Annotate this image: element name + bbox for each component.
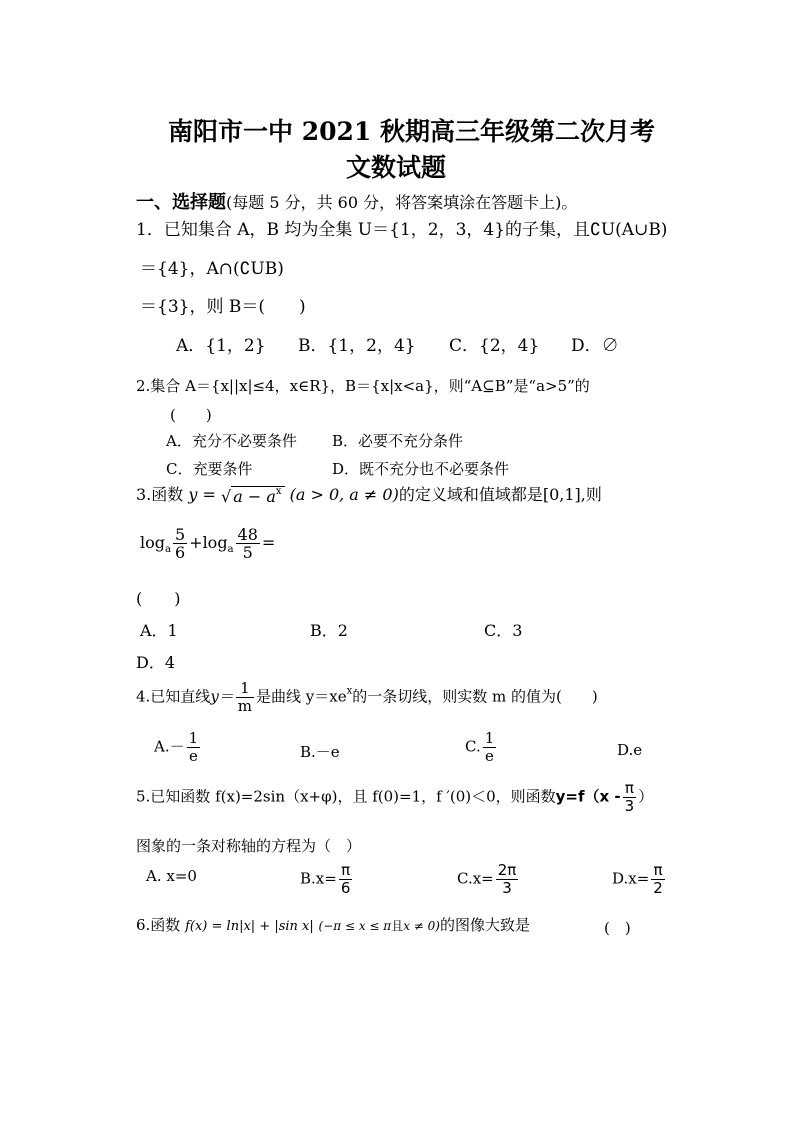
q5-func-pre: y=f（x - <box>555 787 621 806</box>
q2-line1: 2.集合 A＝{x||x|≤4，x∈R}，B＝{x|x<a}，则“A⊆B”是“a>5”的 <box>136 377 590 395</box>
q3-line1 <box>136 482 602 506</box>
q4-option-d: D.e <box>617 741 643 759</box>
q4-suffix: 的一条切线，则实数 m 的值为( ) <box>352 687 598 706</box>
q5-optB-pre: B. <box>300 869 316 888</box>
q6-prefix: 6.函数 <box>136 916 181 934</box>
q4-frac-den: m <box>237 697 253 715</box>
q2-option-b: B．必要不充分条件 <box>332 432 464 450</box>
q4-optA-num: 1 <box>188 729 199 747</box>
q4-sup: x <box>346 685 353 697</box>
q4-option-b: B.－e <box>300 743 340 761</box>
q3-radicand: a − a <box>233 486 276 506</box>
q3-condition: (a > 0, a ≠ 0) <box>289 485 399 504</box>
q4-optA-pre: A.－ <box>154 737 185 756</box>
q1-option-d: D．∅ <box>571 336 619 356</box>
q5-option-b <box>300 862 354 897</box>
q6-paren: ( ) <box>604 919 631 937</box>
q3-func-lhs: y = <box>188 485 221 504</box>
q5-optB-frac <box>339 862 353 897</box>
q3-frac1 <box>173 526 187 561</box>
q3-interval: [0,1] <box>542 485 581 504</box>
q1-line1: 1．已知集合 A，B 均为全集 U＝{1，2，3，4}的子集，且∁U(A∪B) <box>136 220 668 240</box>
q4-prefix: 4.已知直线 <box>136 687 211 706</box>
q4-optA-den: e <box>188 747 198 765</box>
q5-line1-text: 5.已知函数 f(x)=2sin（x+φ)，且 f(0)=1，f ′(0)＜0，则函数 <box>136 787 556 806</box>
q6-cond2: x ≠ 0) <box>403 919 440 933</box>
section-note: (每题 5 分，共 60 分，将答案填涂在答题卡上)。 <box>226 193 578 212</box>
q4-line <box>136 680 598 715</box>
q3-radicand-exp: x <box>275 485 282 497</box>
q5-optC-x: x= <box>472 869 494 888</box>
q3-log1-base: a <box>165 544 171 555</box>
q4-frac-num: 1 <box>236 680 254 698</box>
q5-line2: 图象的一条对称轴的方程为（ ） <box>136 837 362 855</box>
q3-frac2-num: 48 <box>237 525 258 544</box>
q5-line1 <box>136 780 653 815</box>
q4-option-c <box>465 730 498 765</box>
q5-optC-frac <box>496 862 519 897</box>
q1-option-a: A．{1，2} <box>176 336 266 356</box>
q3-log2-base: a <box>227 544 234 555</box>
q4-frac <box>236 680 254 715</box>
q5-option-d <box>612 862 667 897</box>
q3-prefix: 3.函数 <box>136 485 184 504</box>
q4-y-eq: y＝ <box>210 687 234 706</box>
q3-option-a: A．1 <box>140 621 178 640</box>
q3-option-c: C．3 <box>484 621 523 640</box>
q5-optB-den: 6 <box>340 879 351 897</box>
q3-mid: 的定义域和值域都是 <box>398 485 543 504</box>
page-title: 南阳市一中 2021 秋期高三年级第二次月考 <box>168 117 655 146</box>
q5-optD-pre: D. <box>612 869 629 888</box>
q5-optB-x: x= <box>315 869 337 888</box>
q5-func-den: 3 <box>624 797 635 815</box>
q6-line <box>136 914 530 935</box>
q5-optB-num: π <box>339 862 353 880</box>
q5-optC-pre: C. <box>457 869 473 888</box>
page-subtitle: 文数试题 <box>346 153 447 182</box>
q5-optD-den: 2 <box>653 879 663 897</box>
q3-expression <box>140 526 275 561</box>
q6-func: f(x) = ln|x| + |sin x| <box>185 919 314 934</box>
q3-frac2-den: 5 <box>242 543 253 562</box>
q2-line2: ( ) <box>170 406 212 424</box>
q3-suffix: ,则 <box>580 485 602 504</box>
q6-cond1: (−π ≤ x ≤ π <box>318 919 392 933</box>
q3-eq: = <box>261 533 276 552</box>
q2-option-d: D．既不充分也不必要条件 <box>332 460 510 478</box>
q1-line3: ＝{3}，则 B＝( ) <box>140 297 306 317</box>
q6-cond-and: 且 <box>391 919 404 933</box>
q4-optC-pre: C. <box>465 737 481 756</box>
q3-option-b: B．2 <box>310 621 348 640</box>
section-header <box>136 188 577 214</box>
q4-mid: 是曲线 y＝xe <box>256 687 347 706</box>
q5-func-post: ） <box>638 787 654 806</box>
q3-option-d: D．4 <box>136 653 176 672</box>
q5-option-c <box>457 862 520 897</box>
section-label: 一、选择题 <box>136 192 226 213</box>
q5-option-a: A. x=0 <box>146 867 197 885</box>
q1-option-b: B．{1，2，4} <box>298 336 416 356</box>
q5-optD-frac <box>651 862 665 897</box>
q6-suffix: 的图像大致是 <box>439 916 530 934</box>
q4-optC-den: e <box>485 747 494 765</box>
q3-log2: log <box>202 533 228 552</box>
q3-frac1-den: 6 <box>174 543 186 562</box>
q4-optA-frac <box>187 730 201 765</box>
q3-sqrt: √ $a - a^x$ <box>221 486 285 506</box>
q2-option-a: A．充分不必要条件 <box>166 432 297 450</box>
q4-optC-frac <box>483 730 497 765</box>
q5-optD-num: π <box>651 862 665 880</box>
q4-option-a <box>154 730 202 765</box>
q3-log1: log <box>140 533 165 552</box>
q3-frac1-num: 5 <box>174 525 186 544</box>
q3-plus: + <box>189 533 203 552</box>
q3-frac2 <box>236 526 260 561</box>
q1-line2: ＝{4}，A∩(∁UB) <box>140 259 284 279</box>
q5-optD-x: x= <box>628 869 650 888</box>
q1-option-c: C．{2，4} <box>449 336 540 356</box>
q3-paren: ( ) <box>136 589 181 608</box>
q2-option-c: C．充要条件 <box>166 460 253 478</box>
q5-func-frac <box>623 780 637 815</box>
q5-func-num: π <box>623 780 637 798</box>
q4-optC-num: 1 <box>484 729 495 747</box>
q5-optC-den: 3 <box>502 879 512 897</box>
q5-optC-num: 2π <box>497 861 517 879</box>
